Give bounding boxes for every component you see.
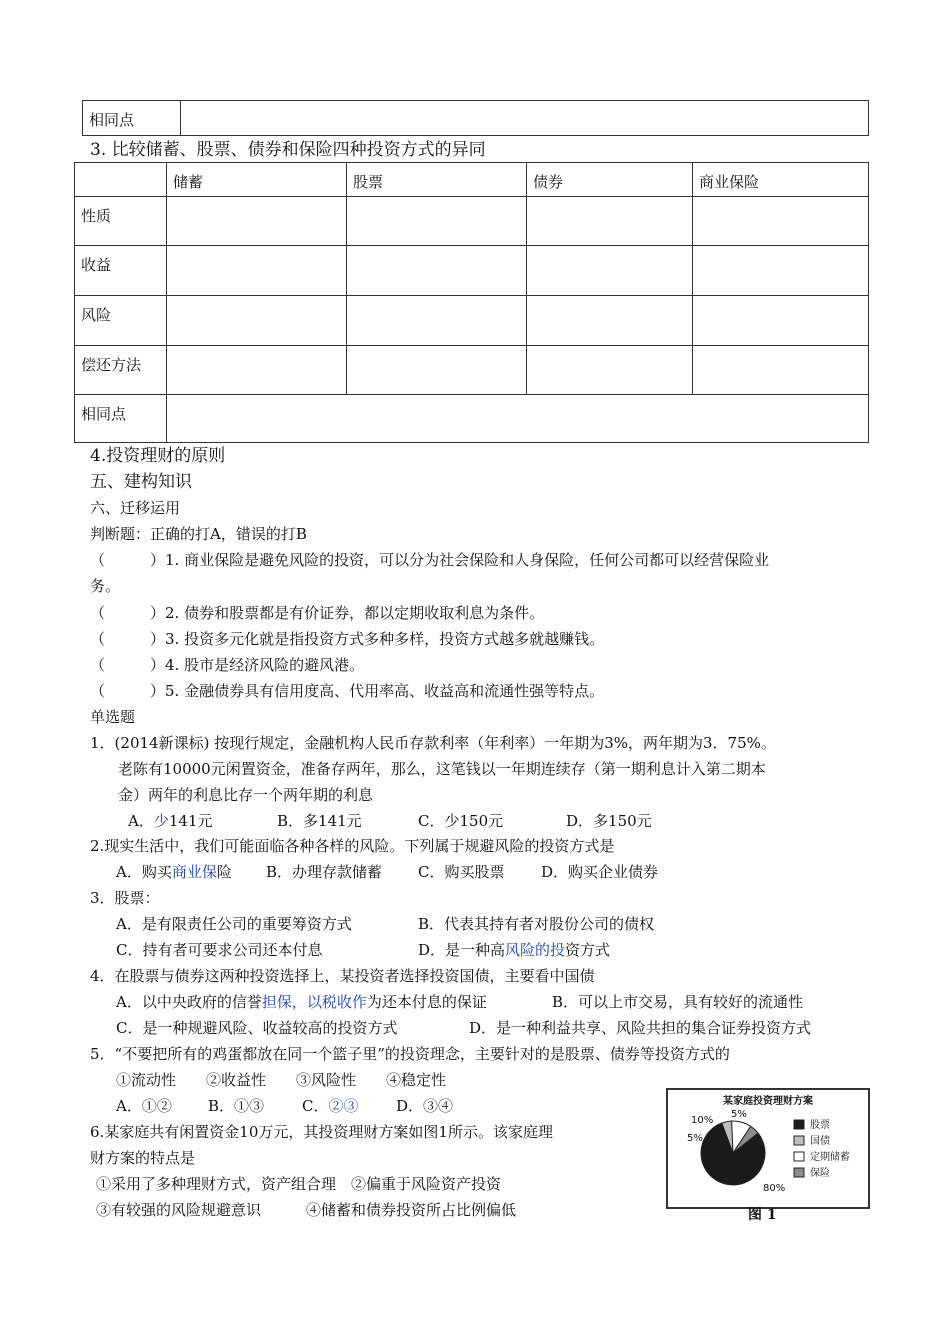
table1-label: 相同点 — [83, 101, 181, 136]
q3-option-a: A．是有限责任公司的重要筹资方式 — [116, 915, 352, 933]
q3-option-d — [418, 940, 610, 960]
empty-cell — [347, 346, 527, 395]
pie-percent-label: 5% — [687, 1133, 703, 1144]
table-header-cell: 债券 — [527, 163, 693, 197]
option-rest: 险 — [216, 863, 232, 881]
row-label: 偿还方法 — [75, 346, 167, 395]
pie-percent-label: 5% — [731, 1109, 747, 1120]
judge-item: （ ）1. 商业保险是避免风险的投资，可以分为社会保险和人身保险，任何公司都可以经营保险业 — [90, 551, 770, 569]
judge-item: （ ）2. 债券和股票都是有价证券，都以定期收取利息为条件。 — [90, 604, 545, 622]
q2-option-d: D．购买企业债券 — [541, 863, 659, 881]
empty-cell — [527, 246, 693, 296]
row-label: 性质 — [75, 197, 167, 246]
pie-percent-label: 10% — [691, 1115, 714, 1126]
section6-heading: 六、迁移运用 — [90, 499, 181, 517]
row-label: 相同点 — [75, 395, 167, 443]
judge-item: （ ）4. 股市是经济风险的避风港。 — [90, 656, 365, 674]
empty-cell — [167, 346, 347, 395]
pie-percent-label: 80% — [763, 1183, 786, 1194]
q3-option-b: B．代表其持有者对股份公司的债权 — [418, 915, 655, 933]
option-prefix: D．是一种高 — [418, 941, 506, 959]
legend-label: 国债 — [810, 1136, 830, 1147]
table-header-row — [75, 163, 869, 197]
pie-chart-svg — [668, 1090, 868, 1207]
table1-empty-cell — [181, 101, 869, 136]
q3-option-c: C．持有者可要求公司还本付息 — [116, 941, 323, 959]
table-row — [75, 246, 869, 296]
judge-item: （ ）3. 投资多元化就是指投资方式多种多样，投资方式越多就越赚钱。 — [90, 630, 605, 648]
empty-cell — [527, 296, 693, 346]
highlighted-text: 少 — [153, 812, 169, 830]
option-prefix: A．购买 — [116, 863, 172, 881]
empty-cell — [167, 246, 347, 296]
q6-line1: 6.某家庭共有闲置资金10万元，其投资理财方案如图1所示。该家庭理 — [90, 1123, 553, 1141]
section3-heading: 3. 比较储蓄、股票、债券和保险四种投资方式的异同 — [90, 140, 486, 160]
q1-line2: 老陈有10000元闲置资金，准备存两年，那么，这笔钱以一年期连续存（第一期利息计入第二期本 — [118, 760, 766, 778]
empty-cell — [167, 296, 347, 346]
option-rest: 资方式 — [565, 941, 611, 959]
judge-item: 务。 — [90, 577, 121, 595]
option-prefix: A． — [128, 812, 154, 830]
row-label: 收益 — [75, 246, 167, 296]
q2-option-a — [116, 862, 232, 882]
empty-cell — [693, 346, 869, 395]
q6-line4: ③有较强的风险规避意识 ④储蓄和债券投资所占比例偏低 — [96, 1201, 517, 1219]
q5-option-b: B．①③ — [208, 1097, 265, 1115]
highlighted-text: ②③ — [328, 1097, 359, 1115]
highlighted-text: 担保，以税收作 — [261, 993, 367, 1011]
q1-option-d: D．多150元 — [566, 812, 652, 830]
empty-cell — [693, 246, 869, 296]
row-label: 风险 — [75, 296, 167, 346]
chart-caption: 图 1 — [748, 1207, 777, 1223]
judge-title: 判断题：正确的打A，错误的打B — [90, 525, 307, 543]
empty-cell — [167, 395, 869, 443]
q2-stem: 2.现实生活中，我们可能面临各种各样的风险。下列属于规避风险的投资方式是 — [90, 837, 615, 855]
option-rest: 为还本付息的保证 — [366, 993, 487, 1011]
empty-cell — [693, 197, 869, 246]
q2-option-b: B．办理存款储蓄 — [266, 863, 383, 881]
table-header-corner — [75, 163, 167, 197]
table-row — [75, 346, 869, 395]
table-row — [75, 296, 869, 346]
q4-option-b: B．可以上市交易，具有较好的流通性 — [552, 993, 804, 1011]
pie-chart-figure — [666, 1088, 870, 1209]
empty-cell — [347, 197, 527, 246]
judge-item: （ ）5. 金融债券具有信用度高、代用率高、收益高和流通性强等特点。 — [90, 682, 605, 700]
q6-line2: 财方案的特点是 — [90, 1149, 196, 1167]
legend-label: 定期储蓄 — [810, 1152, 850, 1163]
option-rest: 141元 — [168, 812, 213, 830]
q5-option-a: A．①② — [116, 1097, 172, 1115]
comparison-table — [74, 162, 869, 443]
q4-option-a — [116, 992, 487, 1012]
highlighted-text: 风险的投 — [505, 941, 566, 959]
legend-label: 保险 — [810, 1168, 830, 1179]
empty-cell — [527, 346, 693, 395]
option-prefix: C． — [302, 1097, 329, 1115]
table-row — [75, 197, 869, 246]
q3-stem: 3．股票： — [90, 889, 160, 907]
chart-title: 某家庭投资理财方案 — [723, 1096, 813, 1107]
table-header-cell: 股票 — [347, 163, 527, 197]
q2-option-c: C．购买股票 — [418, 863, 505, 881]
highlighted-text: 商业保 — [171, 863, 217, 881]
section5-heading: 五、建构知识 — [90, 472, 192, 492]
legend-swatch — [794, 1152, 804, 1161]
table-header-cell: 储蓄 — [167, 163, 347, 197]
q5-items: ①流动性 ②收益性 ③风险性 ④稳定性 — [116, 1071, 447, 1089]
q6-line3: ①采用了多种理财方式，资产组合理 ②偏重于风险资产投资 — [96, 1175, 502, 1193]
empty-cell — [347, 296, 527, 346]
legend-label: 股票 — [810, 1120, 830, 1131]
q4-option-c: C．是一种规避风险、收益较高的投资方式 — [116, 1019, 398, 1037]
single-title: 单选题 — [90, 708, 136, 726]
pie-group — [687, 1109, 785, 1194]
empty-cell — [693, 296, 869, 346]
empty-cell — [527, 197, 693, 246]
q1-line1: 1．(2014新课标) 按现行规定，金融机构人民币存款利率（年利率）一年期为3%，两年期为3．75%。 — [90, 734, 776, 752]
table-row — [75, 395, 869, 443]
section4-heading: 4.投资理财的原则 — [90, 446, 226, 466]
empty-cell — [347, 246, 527, 296]
option-prefix: A．以中央政府的信誉 — [116, 993, 262, 1011]
q5-option-d: D．③④ — [396, 1097, 454, 1115]
q1-option-a — [128, 811, 213, 831]
q4-option-d: D．是一种利益共享、风险共担的集合证券投资方式 — [469, 1019, 812, 1037]
empty-cell — [167, 197, 347, 246]
legend-swatch — [794, 1168, 804, 1177]
q1-line3: 金）两年的利息比存一个两年期的利息 — [118, 786, 374, 804]
q1-option-c: C．少150元 — [418, 812, 504, 830]
q4-stem: 4．在股票与债券这两种投资选择上，某投资者选择投资国债，主要看中国债 — [90, 967, 595, 985]
same-points-table — [82, 100, 869, 136]
table-header-cell: 商业保险 — [693, 163, 869, 197]
legend-swatch — [794, 1120, 804, 1129]
chart-legend — [794, 1119, 850, 1179]
q5-stem: 5．“不要把所有的鸡蛋都放在同一个篮子里”的投资理念，主要针对的是股票、债券等投资方式的 — [90, 1045, 730, 1063]
q1-option-b: B．多141元 — [277, 812, 362, 830]
legend-swatch — [794, 1136, 804, 1145]
q5-option-c — [302, 1096, 359, 1116]
